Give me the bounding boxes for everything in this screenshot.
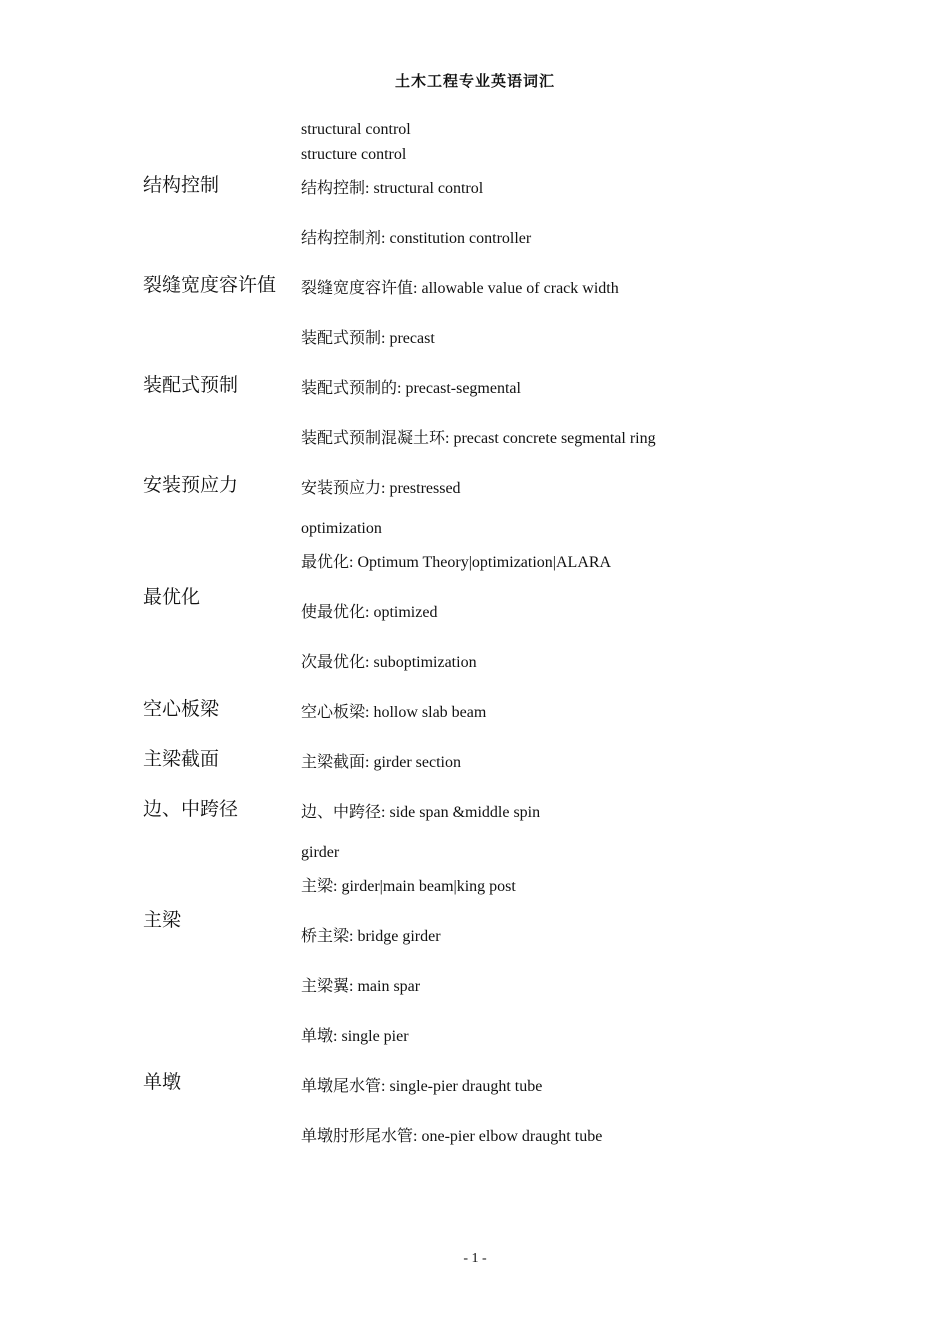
translation-line: 次最优化: suboptimization (301, 652, 477, 671)
term-span: 边、中跨径 (143, 798, 239, 820)
term-girder-section: 主梁截面 (143, 748, 220, 770)
term-prestressed: 安装预应力 (143, 474, 239, 496)
term-single-pier: 单墩 (143, 1071, 182, 1093)
translation-line: 装配式预制的: precast-segmental (301, 378, 521, 397)
translation-line: 主梁翼: main spar (301, 976, 421, 995)
translation-line: 结构控制: structural control (301, 178, 484, 197)
translation-line: 单墩肘形尾水管: one-pier elbow draught tube (301, 1126, 603, 1145)
translation-line: 桥主梁: bridge girder (301, 926, 441, 945)
translation-line: structure control (301, 146, 407, 163)
translation-line: optimization (301, 520, 382, 537)
translation-line: 最优化: Optimum Theory|optimization|ALARA (301, 552, 612, 571)
translation-line: 结构控制剂: constitution controller (301, 228, 532, 247)
translation-line: 单墩尾水管: single-pier draught tube (301, 1076, 543, 1095)
translation-line: 主梁截面: girder section (301, 752, 461, 771)
page-title: 土木工程专业英语词汇 (394, 72, 555, 90)
translation-line: 装配式预制混凝土环: precast concrete segmental ring (301, 428, 656, 447)
translation-line: 空心板梁: hollow slab beam (301, 702, 487, 721)
translation-line: 裂缝宽度容许值: allowable value of crack width (301, 278, 619, 297)
translation-line: structural control (301, 121, 411, 138)
translation-line: 单墩: single pier (301, 1026, 409, 1045)
translation-line: 装配式预制: precast (301, 328, 435, 347)
term-hollow-slab-beam: 空心板梁 (143, 698, 220, 720)
translation-line: girder (301, 844, 340, 861)
term-structural-control: 结构控制 (143, 174, 220, 196)
term-precast: 装配式预制 (143, 374, 239, 396)
translation-line: 使最优化: optimized (301, 602, 438, 621)
term-girder: 主梁 (143, 909, 182, 931)
translation-line: 安装预应力: prestressed (301, 478, 461, 497)
translation-line: 边、中跨径: side span &middle spin (301, 802, 541, 821)
term-crack-width: 裂缝宽度容许值 (143, 274, 277, 296)
translation-line: 主梁: girder|main beam|king post (301, 876, 516, 895)
term-optimization: 最优化 (143, 586, 201, 608)
page-number: - 1 - (463, 1251, 487, 1266)
